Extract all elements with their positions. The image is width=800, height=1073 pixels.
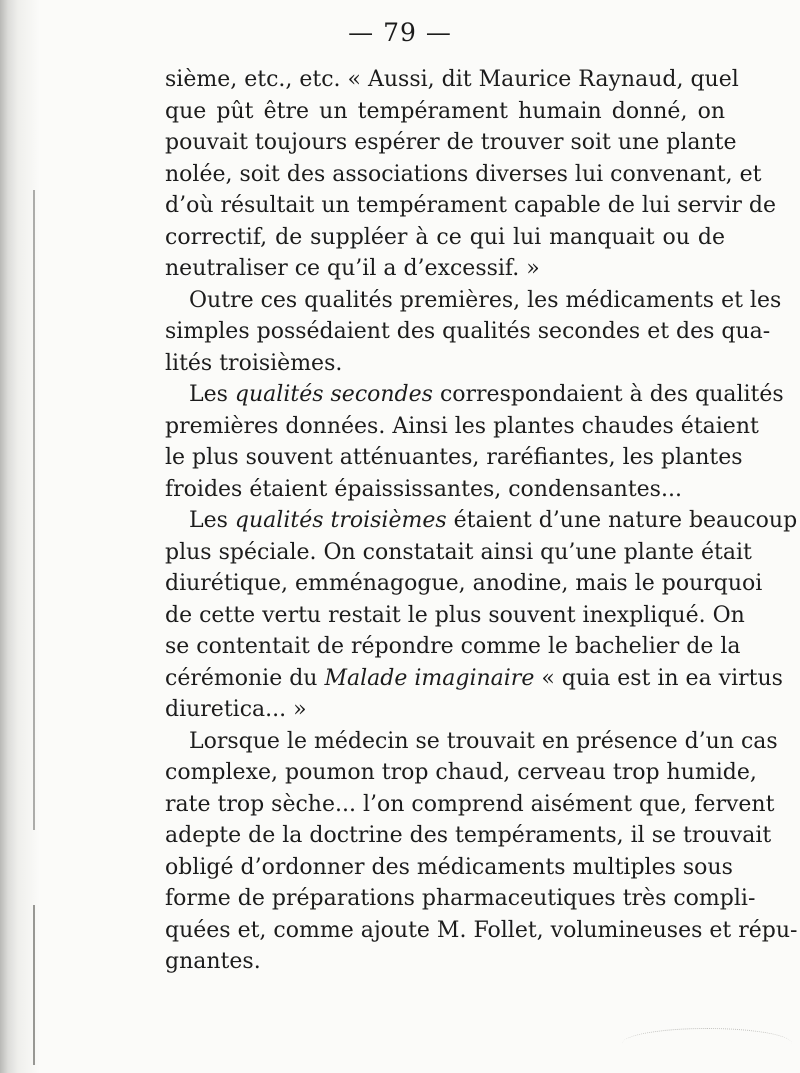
text-line bbox=[165, 379, 784, 411]
paper-smudge bbox=[622, 1028, 792, 1059]
binding-edge-line bbox=[33, 905, 35, 1065]
text-line: Lorsque le médecin se trouvait en présence d’un cas bbox=[189, 728, 778, 754]
italic-title: Malade imaginaire bbox=[324, 665, 535, 691]
text-line: neutraliser ce qu’il a d’excessif. » bbox=[165, 256, 540, 281]
italic-term: qualités secondes bbox=[234, 382, 433, 407]
binding-edge-line bbox=[33, 190, 35, 830]
text-line bbox=[165, 663, 783, 695]
text-line: quées et, comme ajoute M. Follet, volumineuses et répu- bbox=[165, 917, 798, 943]
page-number: — 79 — bbox=[348, 18, 452, 47]
binding-gutter-shadow bbox=[0, 0, 42, 1073]
italic-term: qualités troisièmes bbox=[234, 508, 447, 533]
text-run: Les bbox=[189, 382, 235, 407]
text-line: adepte de la doctrine des tempéraments, il se trouvait bbox=[165, 823, 772, 848]
text-line: rate trop sèche... l’on comprend aisément que, fervent bbox=[165, 791, 775, 817]
text-line: plus spéciale. On constatait ainsi qu’une plante était bbox=[165, 539, 752, 565]
text-run: cérémonie du bbox=[165, 665, 325, 691]
text-run: correspondaient à des qualités bbox=[432, 382, 784, 407]
text-line: diuretica... » bbox=[165, 697, 307, 722]
text-line: simples possédaient des qualités secondes et des qua- bbox=[165, 319, 771, 344]
text-line: se contentait de répondre comme le bachelier de la bbox=[165, 634, 741, 659]
text-line: froides étaient épaississantes, condensantes... bbox=[165, 476, 682, 502]
text-line: complexe, poumon trop chaud, cerveau trop humide, bbox=[165, 760, 757, 785]
text-line: gnantes. bbox=[165, 949, 261, 974]
text-line: diurétique, emménagogue, anodine, mais le pourquoi bbox=[165, 571, 763, 596]
text-line: Outre ces qualités premières, les médicaments et les bbox=[189, 287, 782, 313]
text-line: le plus souvent atténuantes, raréfiantes, les plantes bbox=[165, 445, 743, 470]
text-line: nolée, soit des associations diverses lui convenant, et bbox=[165, 161, 762, 187]
text-run: étaient d’une nature beaucoup bbox=[446, 508, 798, 533]
text-line: correctif, de suppléer à ce qui lui manquait ou de bbox=[165, 224, 725, 250]
text-run: Les bbox=[189, 508, 235, 533]
text-line: de cette vertu restait le plus souvent inexpliqué. On bbox=[165, 602, 745, 628]
text-line bbox=[165, 505, 798, 537]
text-line: forme de préparations pharmaceutiques très compli- bbox=[165, 886, 756, 911]
text-line: que pût être un tempérament humain donné, on bbox=[165, 98, 725, 124]
text-line: premières données. Ainsi les plantes chaudes étaient bbox=[165, 413, 759, 439]
text-line: obligé d’ordonner des médicaments multiples sous bbox=[165, 854, 733, 880]
text-line: lités troisièmes. bbox=[165, 350, 343, 376]
text-line: pouvait toujours espérer de trouver soit une plante bbox=[165, 130, 737, 155]
text-run: « quia est in ea virtus bbox=[534, 665, 783, 691]
text-line: d’où résultait un tempérament capable de lui servir de bbox=[165, 193, 777, 218]
text-line: sième, etc., etc. « Aussi, dit Maurice Raynaud, quel bbox=[165, 67, 739, 92]
page-body-text bbox=[165, 64, 798, 978]
